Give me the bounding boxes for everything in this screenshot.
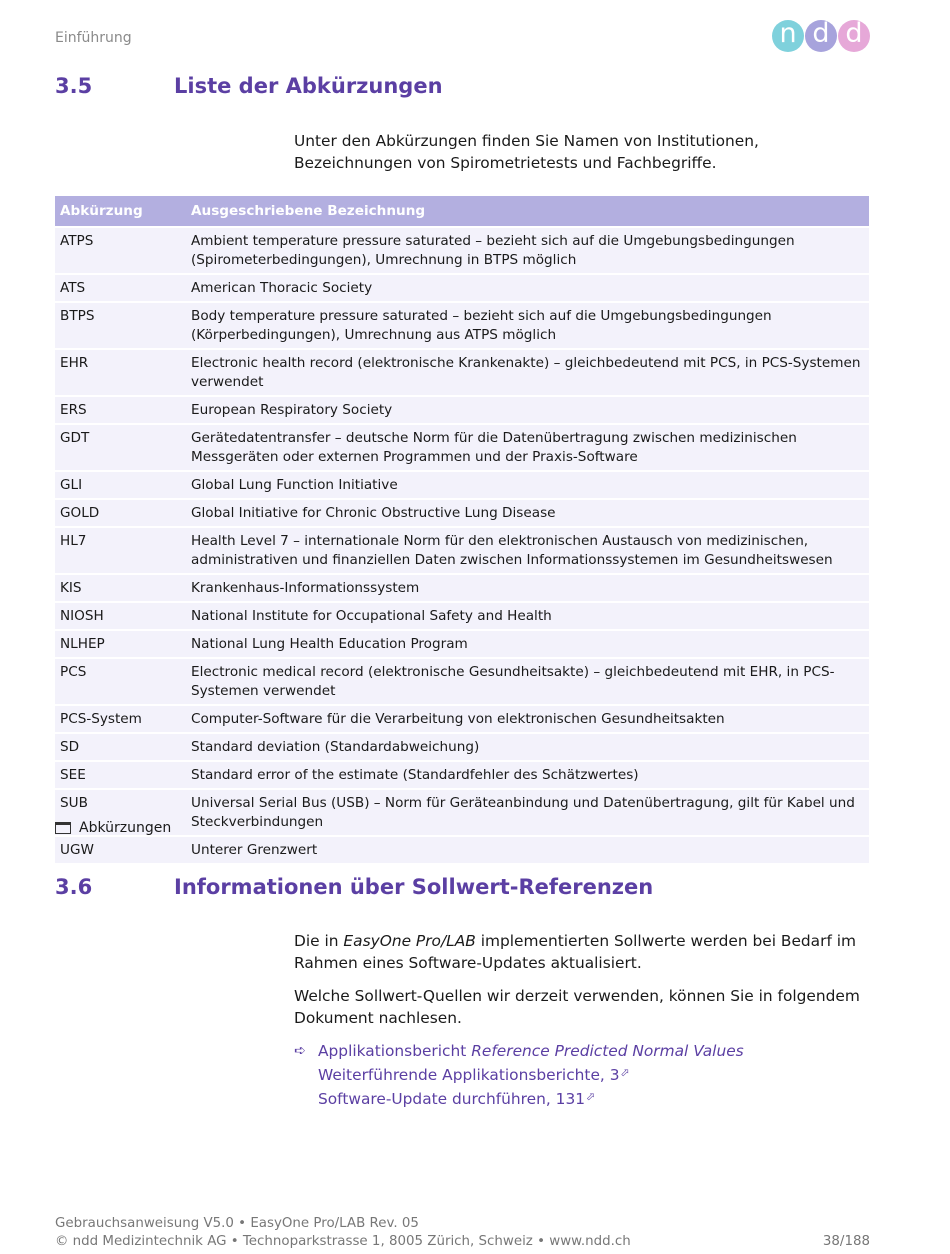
table-row [55,274,869,302]
table-body [55,227,869,863]
abbreviation-cell: ERS [55,396,186,424]
table-row [55,424,869,471]
abbreviation-cell: GLI [55,471,186,499]
product-name: EasyOne Pro/LAB [343,932,476,950]
table-header-row [55,196,869,227]
table-row [55,658,869,705]
table-row [55,227,869,274]
link-title: Reference Predicted Normal Values [471,1042,744,1060]
description-cell: Ambient temperature pressure saturated – bezieht sich auf die Umgebungsbedingungen (Spirometerbedingungen), Umrechnung in BTPS möglich [186,227,869,274]
table-row [55,733,869,761]
abbreviation-cell: PCS [55,658,186,705]
description-cell: National Institute for Occupational Safety and Health [186,602,869,630]
description-cell: Computer-Software für die Verarbeitung von elektronischen Gesundheitsakten [186,705,869,733]
description-cell: Global Lung Function Initiative [186,471,869,499]
description-cell: Global Initiative for Chronic Obstructive Lung Disease [186,499,869,527]
abbreviation-cell: EHR [55,349,186,396]
column-header-abbreviation: Abkürzung [55,196,186,227]
link-text: Software-Update durchführen, 131 [318,1090,586,1108]
abbreviation-cell: HL7 [55,527,186,574]
table-row [55,602,869,630]
external-link-icon: ⬀ [586,1090,596,1103]
abbreviation-cell: SUB [55,789,186,836]
section-title: Liste der Abkürzungen [174,74,443,98]
external-link-icon: ⬀ [620,1066,630,1079]
description-cell: Unterer Grenzwert [186,836,869,863]
column-header-description: Ausgeschriebene Bezeichnung [186,196,869,227]
table-row [55,499,869,527]
reference-links [294,1040,744,1110]
table-caption [55,820,171,836]
description-cell: Universal Serial Bus (USB) – Norm für Geräteanbindung und Datenübertragung, gilt für Kabel und Steckverbindungen [186,789,869,836]
section-title: Informationen über Sollwert-Referenzen [174,875,654,899]
table-icon [55,822,71,834]
abbreviation-cell: ATPS [55,227,186,274]
table-row [55,761,869,789]
logo-letter-n: n [772,20,804,52]
table-row [55,396,869,424]
ndd-logo [772,20,870,52]
paragraph-sources: Welche Sollwert-Quellen wir derzeit verwenden, können Sie in folgendem Dokument nachlesen. [294,987,860,1027]
table-row [55,302,869,349]
caption-text: Abkürzungen [79,820,172,836]
abbreviation-cell: UGW [55,836,186,863]
table-row [55,836,869,863]
intro-paragraph: Unter den Abkürzungen finden Sie Namen von Institutionen, Bezeichnungen von Spirometrietests und Fachbegriffe. [294,132,759,172]
abbreviation-cell: ATS [55,274,186,302]
abbreviation-cell: GDT [55,424,186,471]
description-cell: National Lung Health Education Program [186,630,869,658]
link-application-report[interactable] [318,1040,744,1062]
section-intro [294,130,874,185]
description-cell: Standard deviation (Standardabweichung) [186,733,869,761]
abbreviation-cell: SEE [55,761,186,789]
abbreviation-cell: NLHEP [55,630,186,658]
abbreviation-cell: PCS-System [55,705,186,733]
running-header: Einführung [55,30,132,46]
page-footer [55,1215,870,1251]
logo-letter-d: d [805,20,837,52]
description-cell: Electronic health record (elektronische Krankenakte) – gleichbedeutend mit PCS, in PCS-Systemen verwendet [186,349,869,396]
logo-letter-d2: d [838,20,870,52]
abbreviation-cell: KIS [55,574,186,602]
link-further-reports[interactable] [318,1062,744,1086]
abbreviations-table [55,196,869,863]
page-number: 38/188 [822,1234,870,1249]
link-text: Weiterführende Applikationsberichte, 3 [318,1066,620,1084]
arrow-right-icon: ➪ [294,1043,306,1059]
paragraph-predicted-values [294,930,874,974]
description-cell: Body temperature pressure saturated – bezieht sich auf die Umgebungsbedingungen (Körperbedingungen), Umrechnung aus ATPS möglich [186,302,869,349]
footer-document-info: Gebrauchsanweisung V5.0 • EasyOne Pro/LAB Rev. 05 [55,1216,419,1231]
table-row [55,527,869,574]
description-cell: American Thoracic Society [186,274,869,302]
section-number: 3.5 [55,74,93,98]
section-body [294,930,874,1040]
footer-company-info: © ndd Medizintechnik AG • Technoparkstrasse 1, 8005 Zürich, Schweiz • www.ndd.ch [55,1234,631,1249]
description-cell: Krankenhaus-Informationssystem [186,574,869,602]
description-cell: Gerätedatentransfer – deutsche Norm für die Datenübertragung zwischen medizinischen Messgeräten oder externen Programmen und der Praxis-Software [186,424,869,471]
description-cell: European Respiratory Society [186,396,869,424]
description-cell: Health Level 7 – internationale Norm für den elektronischen Austausch von medizinischen, administrativen und finanziellen Daten zwischen Informationssystemen im Gesundheitswesen [186,527,869,574]
text-part: Die in [294,932,344,950]
table-row [55,349,869,396]
table-row [55,630,869,658]
link-text: Applikationsbericht [318,1042,472,1060]
table-row [55,705,869,733]
table-row [55,574,869,602]
description-cell: Electronic medical record (elektronische Gesundheitsakte) – gleichbedeutend mit EHR, in PCS-Systemen verwendet [186,658,869,705]
abbreviation-cell: BTPS [55,302,186,349]
description-cell: Standard error of the estimate (Standardfehler des Schätzwertes) [186,761,869,789]
section-number: 3.6 [55,875,93,899]
abbreviation-cell: SD [55,733,186,761]
text-part: implementierten Sollwerte werden bei Bedarf im Rahmen eines Software-Updates aktualisiert. [294,932,857,972]
link-software-update[interactable] [318,1086,744,1110]
table-row [55,471,869,499]
abbreviation-cell: NIOSH [55,602,186,630]
table-row [55,789,869,836]
abbreviation-cell: GOLD [55,499,186,527]
